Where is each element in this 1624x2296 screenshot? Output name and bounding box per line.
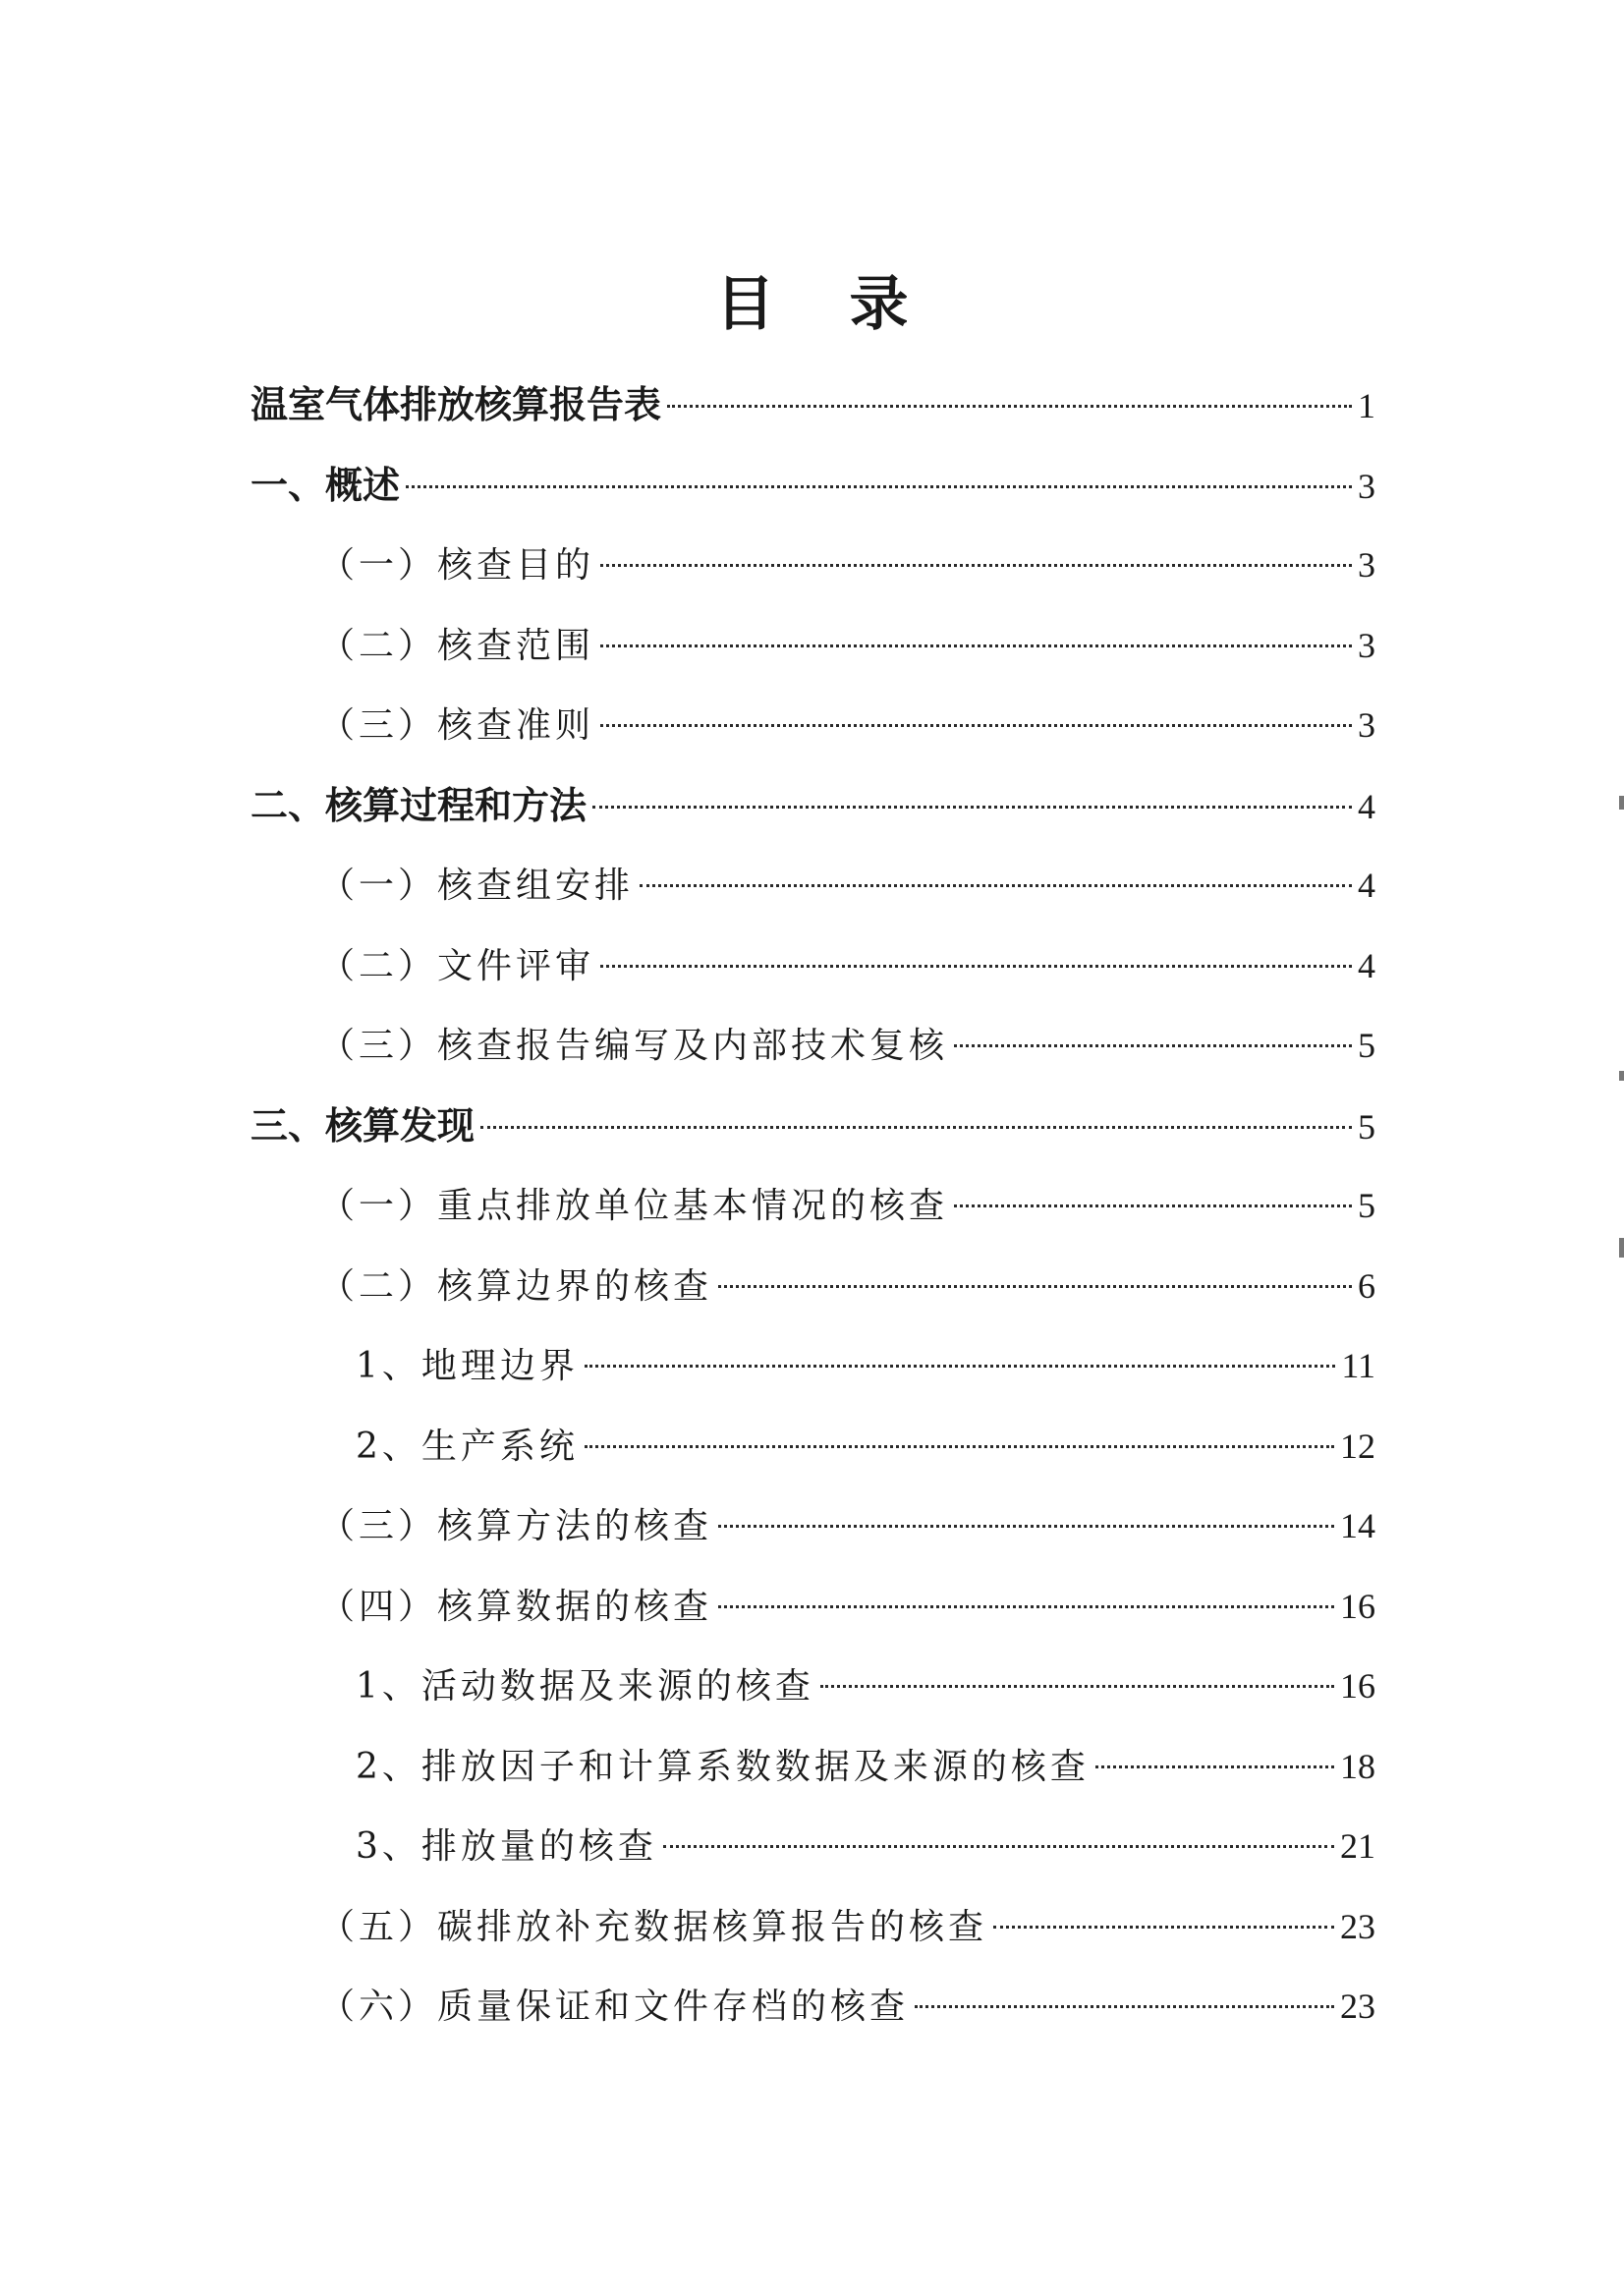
toc-page-number: 16 — [1340, 1666, 1375, 1706]
toc-entry-label: 2、生产系统 — [356, 1426, 579, 1467]
toc-entry[interactable] — [356, 1656, 1375, 1715]
toc-dot-leader — [993, 1926, 1334, 1929]
toc-dot-leader — [585, 1365, 1335, 1368]
toc-dot-leader — [600, 564, 1352, 567]
toc-page-number: 3 — [1358, 545, 1375, 585]
toc-entry-label: （三）核查准则 — [319, 705, 595, 746]
toc-entry-label: 一、概述 — [251, 463, 401, 507]
toc-page-number: 23 — [1340, 1906, 1375, 1946]
toc-dot-leader — [600, 644, 1352, 647]
title-char: 录 — [849, 270, 909, 339]
toc-entry-label: 1、地理边界 — [356, 1346, 579, 1386]
toc-dot-leader — [820, 1685, 1334, 1688]
toc-entry-label: （一）重点排放单位基本情况的核查 — [319, 1186, 949, 1226]
toc-entry-label: （一）核查组安排 — [319, 866, 635, 906]
toc-page-number: 12 — [1340, 1426, 1375, 1466]
toc-entry-label: 温室气体排放核算报告表 — [251, 383, 662, 426]
toc-entry[interactable] — [319, 936, 1375, 995]
scan-artifact — [1619, 1238, 1624, 1258]
toc-page-number: 23 — [1340, 1987, 1375, 2026]
title-char: 目 — [715, 270, 775, 339]
toc-entry-label: （二）文件评审 — [319, 945, 595, 986]
toc-entry-label: 二、核算过程和方法 — [251, 783, 588, 827]
toc-page-number: 21 — [1340, 1826, 1375, 1866]
toc-entry-label: （六）质量保证和文件存档的核查 — [319, 1987, 910, 2027]
toc-entry[interactable] — [319, 696, 1375, 755]
toc-page-number: 3 — [1358, 625, 1375, 665]
toc-dot-leader — [667, 405, 1352, 408]
toc-entry-label: 三、核算发现 — [251, 1103, 476, 1148]
toc-entry-label: （三）核算方法的核查 — [319, 1506, 713, 1546]
toc-page-number: 5 — [1358, 1026, 1375, 1065]
toc-page-number: 6 — [1358, 1265, 1375, 1306]
toc-entry-label: （三）核查报告编写及内部技术复核 — [319, 1026, 949, 1066]
toc-entry[interactable] — [251, 776, 1375, 835]
toc-dot-leader — [718, 1605, 1334, 1608]
toc-page-number: 3 — [1358, 466, 1375, 506]
toc-entry[interactable] — [319, 616, 1375, 675]
toc-entry[interactable] — [319, 1977, 1375, 2036]
toc-dot-leader — [1095, 1765, 1334, 1768]
toc-entry[interactable] — [251, 375, 1375, 434]
toc-page-number: 5 — [1358, 1106, 1375, 1147]
toc-entry[interactable] — [319, 1577, 1375, 1636]
toc-dot-leader — [600, 724, 1352, 727]
toc-entry[interactable] — [319, 1176, 1375, 1235]
toc-page-number: 4 — [1358, 945, 1375, 985]
toc-dot-leader — [406, 485, 1352, 488]
toc-entry[interactable] — [319, 1257, 1375, 1316]
toc-entry-label: 1、活动数据及来源的核查 — [356, 1666, 814, 1707]
toc-page-number: 18 — [1340, 1746, 1375, 1786]
toc-page-number: 5 — [1358, 1186, 1375, 1225]
page-title — [0, 257, 1624, 342]
toc-entry[interactable] — [319, 1897, 1375, 1956]
toc-entry-label: （四）核算数据的核查 — [319, 1586, 713, 1627]
toc-entry-label: （一）核查目的 — [319, 545, 595, 586]
toc-dot-leader — [663, 1845, 1334, 1848]
toc-dot-leader — [585, 1445, 1334, 1448]
toc-entry[interactable] — [319, 535, 1375, 594]
toc-entry[interactable] — [356, 1417, 1375, 1476]
toc-dot-leader — [718, 1525, 1334, 1528]
toc-entry-label: （二）核算边界的核查 — [319, 1265, 713, 1307]
toc-entry[interactable] — [319, 1016, 1375, 1075]
toc-page-number: 11 — [1341, 1346, 1375, 1385]
scan-artifact — [1619, 796, 1624, 810]
toc-page-number: 4 — [1358, 786, 1375, 826]
toc-dot-leader — [915, 2005, 1334, 2008]
toc-page-number: 14 — [1340, 1506, 1375, 1545]
toc-entry[interactable] — [356, 1817, 1375, 1876]
toc-entry-label: （五）碳排放补充数据核算报告的核查 — [319, 1906, 988, 1947]
toc-entry[interactable] — [319, 856, 1375, 915]
toc-page-number: 4 — [1358, 866, 1375, 905]
toc-dot-leader — [718, 1285, 1352, 1288]
toc-entry[interactable] — [356, 1737, 1375, 1796]
toc-entry-label: 2、排放因子和计算系数数据及来源的核查 — [356, 1746, 1090, 1787]
toc-dot-leader — [592, 806, 1352, 809]
toc-entry[interactable] — [319, 1496, 1375, 1555]
toc-page-number: 16 — [1340, 1586, 1375, 1626]
toc-entry[interactable] — [251, 456, 1375, 515]
toc-entry[interactable] — [356, 1336, 1375, 1395]
toc-dot-leader — [600, 965, 1352, 968]
toc-entry-label: 3、排放量的核查 — [356, 1826, 657, 1867]
toc-dot-leader — [954, 1204, 1352, 1207]
toc-page-number: 1 — [1358, 386, 1375, 425]
toc-page-number: 3 — [1358, 705, 1375, 745]
toc-entry[interactable] — [251, 1096, 1375, 1155]
toc-dot-leader — [954, 1044, 1352, 1047]
toc-entry-label: （二）核查范围 — [319, 625, 595, 666]
toc-dot-leader — [640, 884, 1352, 887]
scan-artifact — [1619, 1071, 1624, 1081]
toc-dot-leader — [480, 1126, 1352, 1129]
